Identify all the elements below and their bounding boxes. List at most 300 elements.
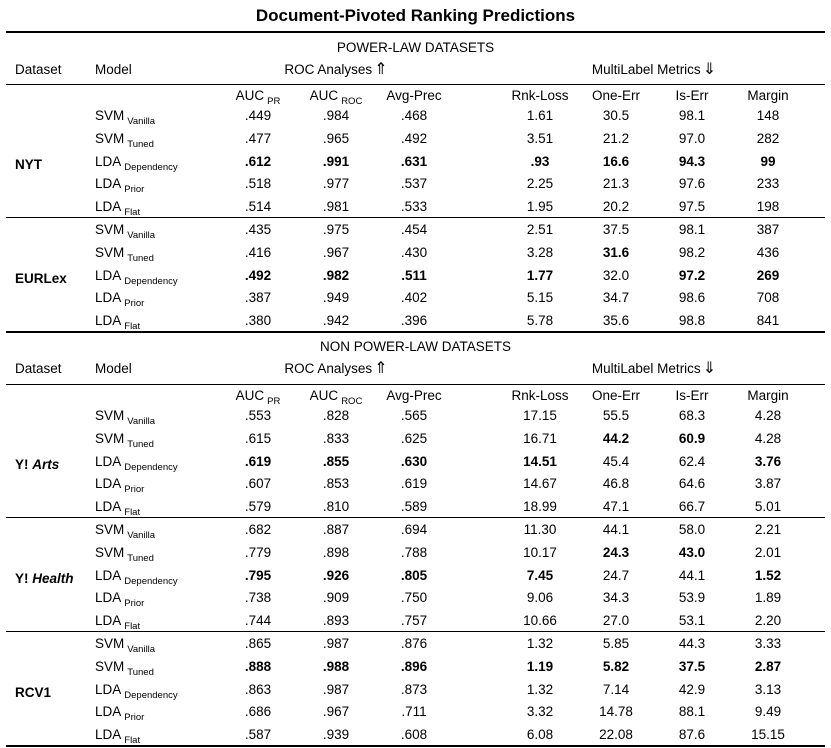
multilabel-metrics-header <box>592 361 716 377</box>
model-header: Model <box>95 361 132 376</box>
column-header-label: Margin <box>747 88 789 103</box>
table-cell: .477 <box>244 130 272 146</box>
model-name-subscript: Flat <box>124 207 141 219</box>
roc-analyses-header <box>284 62 387 78</box>
model-name-subscript: Dependency <box>124 575 178 587</box>
table-cell: 3.51 <box>526 130 554 146</box>
table-cell: .926 <box>322 567 350 583</box>
model-name-subscript: Tuned <box>127 138 154 150</box>
table-cell: .514 <box>244 199 272 215</box>
table-cell: 1.89 <box>754 590 782 606</box>
table-cell: .942 <box>322 313 350 329</box>
model-name-subscript: Prior <box>124 598 145 610</box>
table-cell: .619 <box>244 453 272 469</box>
horizontal-rule <box>6 84 825 85</box>
table-cell: 37.5 <box>602 222 630 237</box>
model-name <box>95 108 155 126</box>
table-cell: 5.85 <box>602 636 630 651</box>
table-cell: .402 <box>400 290 428 306</box>
table-cell: 3.13 <box>754 681 782 697</box>
column-header <box>386 388 441 404</box>
table-cell: 1.32 <box>526 681 554 697</box>
model-name-text: LDA <box>95 590 122 606</box>
table-cell: .711 <box>401 704 427 720</box>
table-cell: 841 <box>756 313 780 329</box>
table-cell: .977 <box>322 176 350 192</box>
model-name <box>95 431 154 449</box>
dataset-name <box>15 571 74 587</box>
column-header-label: Rnk-Loss <box>511 88 569 103</box>
model-name-subscript: Dependency <box>124 275 178 287</box>
up-arrow-icon: ⇑ <box>374 360 388 377</box>
table-cell: 233 <box>756 176 780 192</box>
dataset-name-italic: Health <box>32 570 74 586</box>
table-cell: 24.7 <box>602 567 630 583</box>
table-cell: .988 <box>322 658 350 674</box>
table-cell: .909 <box>322 590 350 606</box>
dataset-name-text: NYT <box>15 156 42 172</box>
model-name-subscript: Flat <box>124 321 141 333</box>
table-cell: .380 <box>244 313 272 329</box>
model-name-text: LDA <box>95 476 122 492</box>
roc-analyses-header <box>284 361 387 377</box>
table-cell: 1.19 <box>526 658 554 674</box>
table-cell: 46.8 <box>602 476 630 492</box>
table-cell: 68.3 <box>678 408 706 423</box>
model-name-subscript: Vanilla <box>127 116 156 127</box>
table-cell: 98.8 <box>678 313 706 329</box>
table-cell: 5.01 <box>754 499 782 515</box>
table-cell: 64.6 <box>678 476 706 492</box>
table-cell: 14.78 <box>599 704 633 720</box>
table-cell: 3.76 <box>754 453 782 469</box>
model-name <box>95 522 155 540</box>
table-cell: .589 <box>400 499 428 515</box>
table-cell: .435 <box>244 222 272 237</box>
table-cell: .553 <box>244 408 272 423</box>
table-cell: .93 <box>530 153 550 169</box>
table-cell: 87.6 <box>678 727 706 743</box>
table-cell: 5.78 <box>526 313 554 329</box>
table-cell: .873 <box>400 681 428 697</box>
table-cell: .975 <box>322 222 350 237</box>
model-name-text: SVM <box>95 222 125 237</box>
model-name-text: SVM <box>95 636 125 651</box>
model-name <box>95 568 178 586</box>
table-cell: 55.5 <box>602 408 630 423</box>
column-header <box>676 88 709 104</box>
table-cell: 22.08 <box>599 727 633 743</box>
table-cell: 148 <box>756 108 780 123</box>
model-name-text: LDA <box>95 199 122 215</box>
dataset-header: Dataset <box>15 62 62 77</box>
table-cell: 34.3 <box>602 590 630 606</box>
column-header <box>747 88 788 104</box>
column-header-label: One-Err <box>591 388 641 403</box>
model-name <box>95 545 154 563</box>
table-cell: .984 <box>322 108 350 123</box>
table-cell: 21.3 <box>602 176 630 192</box>
table-cell: .865 <box>244 636 272 651</box>
model-name <box>95 659 154 677</box>
table-cell: .853 <box>322 476 350 492</box>
model-header: Model <box>95 62 132 77</box>
table-cell: .579 <box>244 499 272 515</box>
horizontal-rule <box>6 217 825 218</box>
dataset-name <box>15 685 51 701</box>
table-cell: .631 <box>400 153 428 169</box>
table-cell: .965 <box>322 130 350 146</box>
model-name <box>95 154 178 172</box>
table-cell: 98.6 <box>678 290 706 306</box>
horizontal-rule <box>6 331 825 333</box>
column-header <box>592 88 640 104</box>
model-name-text: LDA <box>95 613 122 629</box>
column-header <box>310 88 363 106</box>
table-cell: .533 <box>400 199 428 215</box>
dataset-name <box>15 457 59 473</box>
model-name-subscript: Vanilla <box>127 644 156 655</box>
column-header-label: AUC <box>235 388 265 403</box>
table-cell: .430 <box>400 244 428 260</box>
table-cell: .511 <box>401 267 427 283</box>
model-name-subscript: Tuned <box>127 666 154 678</box>
model-name-text: LDA <box>95 453 122 469</box>
column-header <box>236 388 281 406</box>
table-cell: .750 <box>400 590 428 606</box>
table-cell: .608 <box>400 727 428 743</box>
table-cell: .896 <box>400 658 428 674</box>
table-cell: .694 <box>400 522 428 537</box>
table-cell: 24.3 <box>602 544 630 560</box>
ml-header-label: MultiLabel Metrics <box>591 361 701 376</box>
table-cell: .981 <box>322 199 350 215</box>
table-cell: .587 <box>244 727 272 743</box>
model-name <box>95 590 144 608</box>
roc-header-label: ROC Analyses <box>284 361 373 376</box>
table-cell: .492 <box>400 130 428 146</box>
table-cell: 5.15 <box>526 290 554 306</box>
table-cell: .565 <box>400 408 428 423</box>
column-header-subscript: PR <box>267 396 281 407</box>
table-cell: .615 <box>244 430 272 446</box>
table-cell: 9.06 <box>526 590 554 606</box>
table-cell: .887 <box>322 522 350 537</box>
model-name <box>95 222 155 240</box>
table-cell: 16.6 <box>602 153 630 169</box>
table-cell: .468 <box>400 108 428 123</box>
table-cell: .991 <box>322 153 350 169</box>
table-cell: .492 <box>244 267 272 283</box>
column-header <box>511 88 568 104</box>
table-cell: 30.5 <box>602 108 630 123</box>
multilabel-metrics-header <box>592 62 716 78</box>
table-cell: 97.5 <box>678 199 706 215</box>
table-cell: 21.2 <box>602 130 630 146</box>
model-name <box>95 176 144 194</box>
table-cell: .855 <box>322 453 350 469</box>
table-cell: .682 <box>244 522 272 537</box>
model-name-subscript: Dependency <box>124 461 178 473</box>
table-cell: 14.67 <box>523 476 557 492</box>
table-cell: 2.87 <box>754 658 782 674</box>
table-cell: .537 <box>400 176 428 192</box>
table-title: Document-Pivoted Ranking Predictions <box>255 6 576 25</box>
table-cell: 53.9 <box>678 590 706 606</box>
column-header-label: One-Err <box>591 88 641 103</box>
table-cell: 44.3 <box>678 636 706 651</box>
down-arrow-icon: ⇓ <box>702 61 717 78</box>
model-name <box>95 313 140 331</box>
table-cell: 98.2 <box>678 244 706 260</box>
horizontal-rule <box>6 31 825 33</box>
model-name-text: SVM <box>95 658 125 674</box>
table-cell: .967 <box>322 704 350 720</box>
model-name-text: SVM <box>95 522 125 537</box>
column-header <box>511 388 568 404</box>
table-cell: 2.25 <box>526 176 554 192</box>
table-cell: 35.6 <box>602 313 630 329</box>
column-header-label: Avg-Prec <box>386 88 442 103</box>
model-name-text: LDA <box>95 153 122 169</box>
table-cell: .982 <box>322 267 350 283</box>
table-cell: 9.49 <box>754 704 782 720</box>
column-header-label: AUC <box>309 88 339 103</box>
column-header-label: Avg-Prec <box>386 388 442 403</box>
model-name <box>95 245 154 263</box>
table-cell: 14.51 <box>523 453 557 469</box>
table-cell: 88.1 <box>678 704 706 720</box>
table-cell: .795 <box>244 567 272 583</box>
column-header <box>676 388 709 404</box>
table-cell: 66.7 <box>678 499 706 515</box>
table-cell: 3.32 <box>526 704 554 720</box>
model-name-subscript: Dependency <box>124 161 178 173</box>
model-name <box>95 704 144 722</box>
table-cell: 387 <box>756 222 780 237</box>
table-cell: .396 <box>400 313 428 329</box>
table-cell: 708 <box>756 290 780 306</box>
table-cell: 98.1 <box>678 222 706 237</box>
table-cell: 2.01 <box>754 544 782 560</box>
table-cell: .612 <box>244 153 272 169</box>
table-cell: .454 <box>400 222 428 237</box>
table-cell: .898 <box>322 544 350 560</box>
table-cell: 3.28 <box>526 244 554 260</box>
section-label: POWER-LAW DATASETS <box>336 40 495 55</box>
table-cell: .788 <box>400 544 428 560</box>
column-header-subscript: ROC <box>341 396 363 407</box>
dataset-header: Dataset <box>15 361 62 376</box>
table-cell: .619 <box>400 476 428 492</box>
model-name <box>95 268 178 286</box>
table-cell: 97.6 <box>678 176 706 192</box>
table-cell: 20.2 <box>602 199 630 215</box>
table-cell: .744 <box>244 613 272 629</box>
model-name-subscript: Prior <box>124 298 145 310</box>
table-cell: 44.1 <box>602 522 630 537</box>
model-name <box>95 476 144 494</box>
table-cell: .987 <box>322 636 350 651</box>
table-cell: 2.51 <box>526 222 554 237</box>
table-cell: 99 <box>760 153 776 169</box>
table-cell: .987 <box>322 681 350 697</box>
ml-header-label: MultiLabel Metrics <box>591 62 701 77</box>
table-cell: 42.9 <box>678 681 706 697</box>
model-name-text: LDA <box>95 681 122 697</box>
table-cell: 62.4 <box>678 453 706 469</box>
dataset-name <box>15 271 67 287</box>
table-cell: 32.0 <box>602 267 630 283</box>
column-header <box>236 88 281 106</box>
model-name-subscript: Prior <box>124 484 145 496</box>
table-cell: .805 <box>400 567 428 583</box>
table-cell: 1.61 <box>526 108 554 123</box>
table-cell: 11.30 <box>523 522 557 537</box>
model-name-text: SVM <box>95 108 125 123</box>
table-cell: .828 <box>322 408 350 423</box>
model-name <box>95 727 140 745</box>
model-name-subscript: Tuned <box>127 438 154 450</box>
table-cell: 1.95 <box>526 199 554 215</box>
table-cell: .779 <box>244 544 272 560</box>
table-cell: 58.0 <box>678 522 706 537</box>
table-cell: 47.1 <box>602 499 630 515</box>
dataset-name <box>15 157 42 173</box>
column-header-label: Margin <box>747 388 789 403</box>
table-cell: .738 <box>244 590 272 606</box>
table-cell: 15.15 <box>751 727 785 743</box>
model-name-text: SVM <box>95 430 125 446</box>
model-name <box>95 408 155 426</box>
table-cell: 436 <box>756 244 780 260</box>
column-header <box>386 88 441 104</box>
column-header-label: Is-Err <box>675 388 709 403</box>
model-name-subscript: Dependency <box>124 689 178 701</box>
table-cell: 1.52 <box>754 567 782 583</box>
table-cell: .888 <box>244 658 272 674</box>
column-header-label: AUC <box>309 388 339 403</box>
model-name <box>95 613 140 631</box>
column-header-label: AUC <box>235 88 265 103</box>
table-cell: 282 <box>756 130 780 146</box>
model-name-text: SVM <box>95 544 125 560</box>
table-cell: 34.7 <box>602 290 630 306</box>
table-cell: 3.33 <box>754 636 782 651</box>
table-cell: 2.20 <box>754 613 782 629</box>
dataset-name-text: RCV1 <box>15 684 52 700</box>
column-header <box>592 388 640 404</box>
horizontal-rule <box>6 631 825 632</box>
table-cell: 97.2 <box>678 267 706 283</box>
table-cell: .810 <box>322 499 350 515</box>
table-cell: 18.99 <box>523 499 557 515</box>
model-name-text: LDA <box>95 499 122 515</box>
model-name-subscript: Tuned <box>127 552 154 564</box>
table-cell: 97.0 <box>678 130 706 146</box>
table-cell: .625 <box>400 430 428 446</box>
table-cell: 37.5 <box>678 658 706 674</box>
table-cell: 60.9 <box>678 430 706 446</box>
table-cell: 43.0 <box>678 544 706 560</box>
table-cell: .757 <box>400 613 428 629</box>
table-cell: 3.87 <box>754 476 782 492</box>
dataset-name-text: EURLex <box>15 270 67 286</box>
table-cell: .416 <box>244 244 272 260</box>
model-name <box>95 131 154 149</box>
table-cell: .876 <box>400 636 428 651</box>
table-cell: 7.14 <box>602 681 630 697</box>
column-header <box>310 388 363 406</box>
model-name-text: LDA <box>95 313 122 329</box>
model-name-subscript: Vanilla <box>127 530 156 541</box>
model-name-subscript: Tuned <box>127 252 154 264</box>
table-cell: 27.0 <box>602 613 630 629</box>
model-name-text: SVM <box>95 130 125 146</box>
table-cell: .967 <box>322 244 350 260</box>
up-arrow-icon: ⇑ <box>374 61 388 78</box>
model-name-text: LDA <box>95 727 122 743</box>
table-cell: 4.28 <box>754 408 782 423</box>
model-name <box>95 290 144 308</box>
roc-header-label: ROC Analyses <box>284 62 373 77</box>
table-cell: 10.66 <box>523 613 557 629</box>
table-cell: .863 <box>244 681 272 697</box>
model-name-text: LDA <box>95 290 122 306</box>
table-cell: 5.82 <box>602 658 630 674</box>
table-cell: 6.08 <box>526 727 554 743</box>
table-cell: .833 <box>322 430 350 446</box>
column-header-label: Rnk-Loss <box>511 388 569 403</box>
table-cell: .518 <box>244 176 272 192</box>
model-name-subscript: Vanilla <box>127 230 156 241</box>
table-cell: 198 <box>756 199 780 215</box>
column-header-subscript: PR <box>267 96 281 107</box>
section-label: NON POWER-LAW DATASETS <box>319 339 511 354</box>
table-cell: 44.1 <box>678 567 706 583</box>
model-name-subscript: Vanilla <box>127 416 156 427</box>
table-cell: .893 <box>322 613 350 629</box>
model-name-text: SVM <box>95 408 125 423</box>
dataset-name-text: Y! <box>15 456 33 472</box>
column-header-subscript: ROC <box>341 96 363 107</box>
model-name-subscript: Flat <box>124 507 141 519</box>
table-cell: 44.2 <box>602 430 630 446</box>
column-header-label: Is-Err <box>675 88 709 103</box>
table-cell: 17.15 <box>523 408 557 423</box>
horizontal-rule <box>6 384 825 385</box>
table-cell: 4.28 <box>754 430 782 446</box>
down-arrow-icon: ⇓ <box>702 360 717 377</box>
model-name-text: LDA <box>95 176 122 192</box>
model-name-subscript: Prior <box>124 712 145 724</box>
horizontal-rule <box>6 517 825 518</box>
model-name <box>95 199 140 217</box>
table-cell: 53.1 <box>678 613 706 629</box>
table-cell: 98.1 <box>678 108 706 123</box>
table-cell: .387 <box>244 290 272 306</box>
table-cell: .449 <box>244 108 272 123</box>
model-name <box>95 636 155 654</box>
table-cell: 31.6 <box>602 244 630 260</box>
table-cell: 45.4 <box>602 453 630 469</box>
model-name-text: LDA <box>95 267 122 283</box>
table-cell: .686 <box>244 704 272 720</box>
model-name-text: LDA <box>95 567 122 583</box>
table-cell: 16.71 <box>523 430 557 446</box>
table-cell: 269 <box>756 267 780 283</box>
table-cell: 2.21 <box>754 522 782 537</box>
